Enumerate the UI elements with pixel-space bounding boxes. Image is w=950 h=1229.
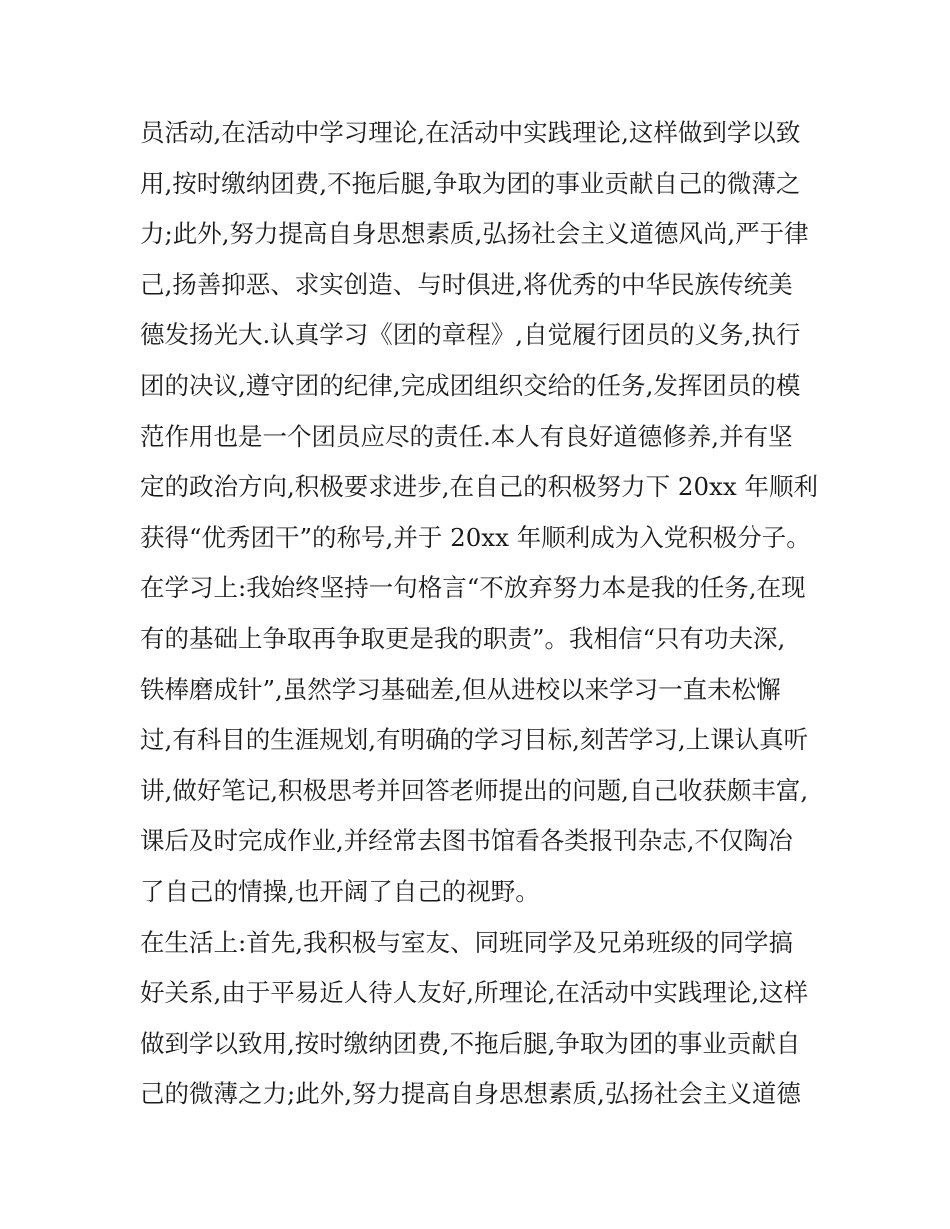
text-line: 讲,做好笔记,积极思考并回答老师提出的问题,自己收获颇丰富, — [140, 775, 809, 805]
body-text — [140, 108, 820, 1120]
text-line: 有的基础上争取再争取更是我的职责”。我相信“只有功夫深, — [140, 623, 786, 653]
text-line: 铁棒磨成针”,虽然学习基础差,但从进校以来学习一直未松懈 — [140, 674, 781, 704]
text-line: 员活动,在活动中学习理论,在活动中实践理论,这样做到学以致 — [140, 118, 801, 147]
text-line: 力;此外,努力提高自身思想素质,弘扬社会主义道德风尚,严于律 — [140, 219, 809, 249]
text-line: 范作用也是一个团员应尽的责任.本人有良好道德修养,并有坚 — [140, 421, 793, 451]
text-line: 己的微薄之力;此外,努力提高自身思想素质,弘扬社会主义道德 — [140, 1079, 801, 1109]
text-line: 用,按时缴纳团费,不拖后腿,争取为团的事业贡献自己的微薄之 — [140, 168, 801, 198]
text-line: 团的决议,遵守团的纪律,完成团组织交给的任务,发挥团员的模 — [140, 370, 801, 400]
text-line: 在学习上:我始终坚持一句格言“不放弃努力本是我的任务,在现 — [140, 573, 806, 603]
text-line: 在生活上:首先,我积极与室友、同班同学及兄弟班级的同学搞 — [140, 927, 794, 957]
text-line: 好关系,由于平易近人待人友好,所理论,在活动中实践理论,这样 — [140, 978, 809, 1008]
text-line: 德发扬光大.认真学习《团的章程》,自觉履行团员的义务,执行 — [140, 320, 801, 350]
text-line: 了自己的情操,也开阔了自己的视野。 — [140, 876, 540, 906]
text-line: 做到学以致用,按时缴纳团费,不拖后腿,争取为团的事业贡献自 — [140, 1028, 801, 1058]
text-line: 课后及时完成作业,并经常去图书馆看各类报刊杂志,不仅陶冶 — [140, 826, 793, 856]
text-line: 过,有科目的生涯规划,有明确的学习目标,刻苦学习,上课认真听 — [140, 725, 809, 755]
text-line: 己,扬善抑恶、求实创造、与时俱进,将优秀的中华民族传统美 — [140, 269, 793, 299]
text-line: 获得“优秀团干”的称号,并于 20xx 年顺利成为入党积极分子。 — [140, 522, 811, 552]
text-line: 定的政治方向,积极要求进步,在自己的积极努力下 20xx 年顺利 — [140, 472, 818, 502]
